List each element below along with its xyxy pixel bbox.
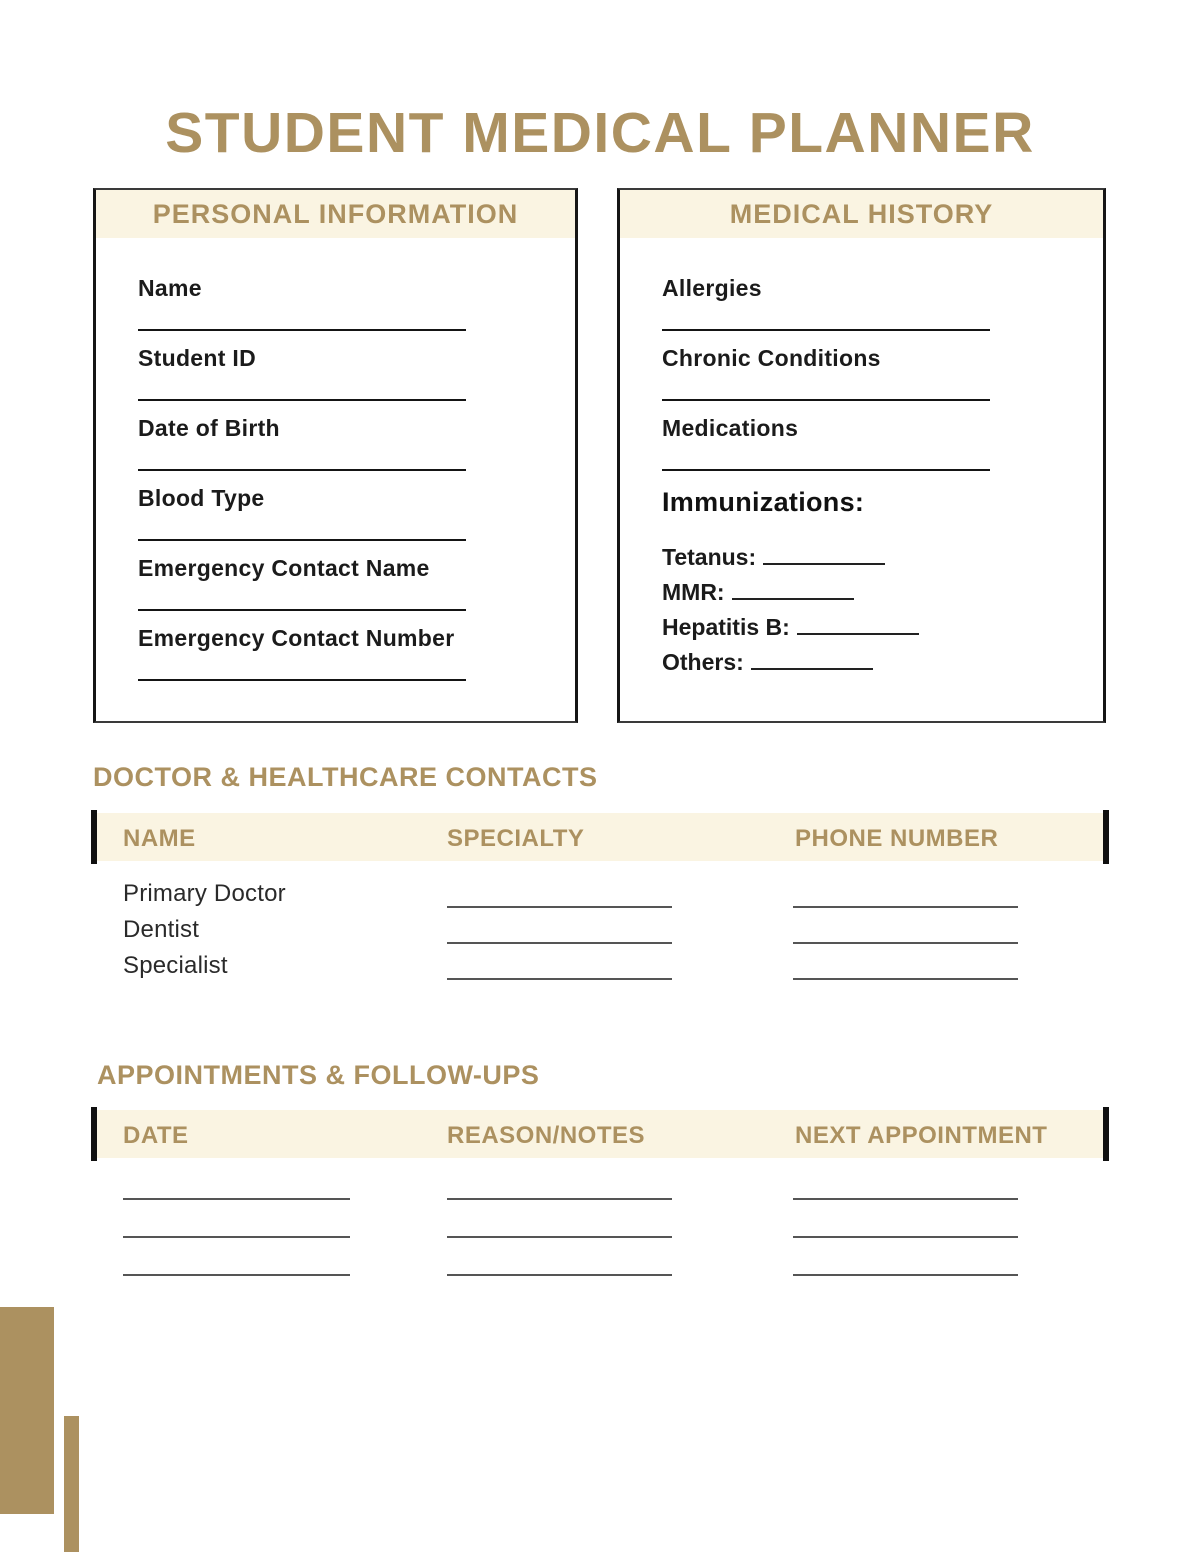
field-label: Student ID xyxy=(138,345,256,371)
hepatitis-b-fill-line[interactable] xyxy=(797,619,919,635)
immunization-label: Hepatitis B: xyxy=(662,614,790,640)
table-edge-bar-right xyxy=(1103,810,1109,864)
phone-number-fill-line[interactable] xyxy=(793,906,1018,908)
allergies-fill-line[interactable] xyxy=(662,329,990,331)
contacts-rows xyxy=(93,878,1107,986)
tetanus-fill-line[interactable] xyxy=(763,549,885,565)
contacts-table-header xyxy=(93,813,1107,861)
medications-fill-line[interactable] xyxy=(662,469,990,471)
field-label: Chronic Conditions xyxy=(662,345,881,371)
table-row xyxy=(93,1168,1107,1206)
reason-notes-fill-line[interactable] xyxy=(447,1236,672,1238)
decor-rect-thin xyxy=(64,1416,79,1552)
contacts-column-phone-number: PHONE NUMBER xyxy=(795,825,999,852)
contacts-column-name: NAME xyxy=(123,825,196,852)
field-emergency-contact-number xyxy=(138,624,575,681)
field-label: Name xyxy=(138,275,202,301)
chronic-conditions-fill-line[interactable] xyxy=(662,399,990,401)
appointments-column-date: DATE xyxy=(123,1122,189,1149)
field-label: Emergency Contact Name xyxy=(138,555,430,581)
field-medications xyxy=(662,414,1103,471)
table-row xyxy=(93,1206,1107,1244)
table-edge-bar-left xyxy=(91,810,97,864)
field-label: Date of Birth xyxy=(138,415,280,441)
appointments-table-header xyxy=(93,1110,1107,1158)
appointments-section-title: APPOINTMENTS & FOLLOW-UPS xyxy=(97,1060,540,1090)
medical-history-body xyxy=(620,238,1103,680)
personal-information-body xyxy=(96,238,575,681)
table-edge-bar-right xyxy=(1103,1107,1109,1161)
field-chronic-conditions xyxy=(662,344,1103,401)
phone-number-fill-line[interactable] xyxy=(793,942,1018,944)
contacts-section-title: DOCTOR & HEALTHCARE CONTACTS xyxy=(93,762,598,792)
appointments-column-next-appointment: NEXT APPOINTMENT xyxy=(795,1122,1048,1149)
phone-number-fill-line[interactable] xyxy=(793,978,1018,980)
table-row xyxy=(93,878,1107,914)
page-title: STUDENT MEDICAL PLANNER xyxy=(165,101,1035,166)
medical-history-header-label: MEDICAL HISTORY xyxy=(729,198,994,229)
next-appointment-fill-line[interactable] xyxy=(793,1274,1018,1276)
table-edge-bar-left xyxy=(91,1107,97,1161)
name-fill-line[interactable] xyxy=(138,329,466,331)
field-label: Emergency Contact Number xyxy=(138,625,455,651)
field-allergies xyxy=(662,274,1103,331)
field-label: Blood Type xyxy=(138,485,265,511)
appointments-rows xyxy=(93,1168,1107,1282)
date-fill-line[interactable] xyxy=(123,1236,350,1238)
contact-name-label: Primary Doctor xyxy=(123,880,286,907)
field-label: Allergies xyxy=(662,275,762,301)
field-name xyxy=(138,274,575,331)
decor-rect-large xyxy=(0,1307,54,1514)
immunization-others xyxy=(662,645,1103,680)
field-label: Medications xyxy=(662,415,799,441)
date-of-birth-fill-line[interactable] xyxy=(138,469,466,471)
table-row xyxy=(93,914,1107,950)
date-fill-line[interactable] xyxy=(123,1198,350,1200)
reason-notes-fill-line[interactable] xyxy=(447,1274,672,1276)
table-row xyxy=(93,1244,1107,1282)
reason-notes-fill-line[interactable] xyxy=(447,1198,672,1200)
immunization-mmr xyxy=(662,575,1103,610)
field-emergency-contact-name xyxy=(138,554,575,611)
others-fill-line[interactable] xyxy=(751,654,873,670)
medical-history-box xyxy=(617,188,1106,723)
field-blood-type xyxy=(138,484,575,541)
appointments-column-reason-notes: REASON/NOTES xyxy=(447,1122,646,1149)
contact-name-label: Dentist xyxy=(123,916,200,943)
field-date-of-birth xyxy=(138,414,575,471)
table-row xyxy=(93,950,1107,986)
student-id-fill-line[interactable] xyxy=(138,399,466,401)
immunization-label: Tetanus: xyxy=(662,544,757,570)
next-appointment-fill-line[interactable] xyxy=(793,1198,1018,1200)
immunization-hepatitis-b xyxy=(662,610,1103,645)
immunization-label: Others: xyxy=(662,649,744,675)
immunizations-title: Immunizations: xyxy=(662,487,865,517)
personal-information-header xyxy=(96,190,575,238)
blood-type-fill-line[interactable] xyxy=(138,539,466,541)
immunization-label: MMR: xyxy=(662,579,725,605)
field-student-id xyxy=(138,344,575,401)
personal-information-box xyxy=(93,188,578,723)
medical-history-header xyxy=(620,190,1103,238)
immunization-tetanus xyxy=(662,540,1103,575)
specialty-fill-line[interactable] xyxy=(447,942,672,944)
mmr-fill-line[interactable] xyxy=(732,584,854,600)
date-fill-line[interactable] xyxy=(123,1274,350,1276)
contact-name-label: Specialist xyxy=(123,952,228,979)
contacts-column-specialty: SPECIALTY xyxy=(447,825,585,852)
next-appointment-fill-line[interactable] xyxy=(793,1236,1018,1238)
specialty-fill-line[interactable] xyxy=(447,906,672,908)
immunizations-list xyxy=(662,540,1103,680)
emergency-contact-name-fill-line[interactable] xyxy=(138,609,466,611)
personal-information-header-label: PERSONAL INFORMATION xyxy=(152,198,519,229)
specialty-fill-line[interactable] xyxy=(447,978,672,980)
emergency-contact-number-fill-line[interactable] xyxy=(138,679,466,681)
